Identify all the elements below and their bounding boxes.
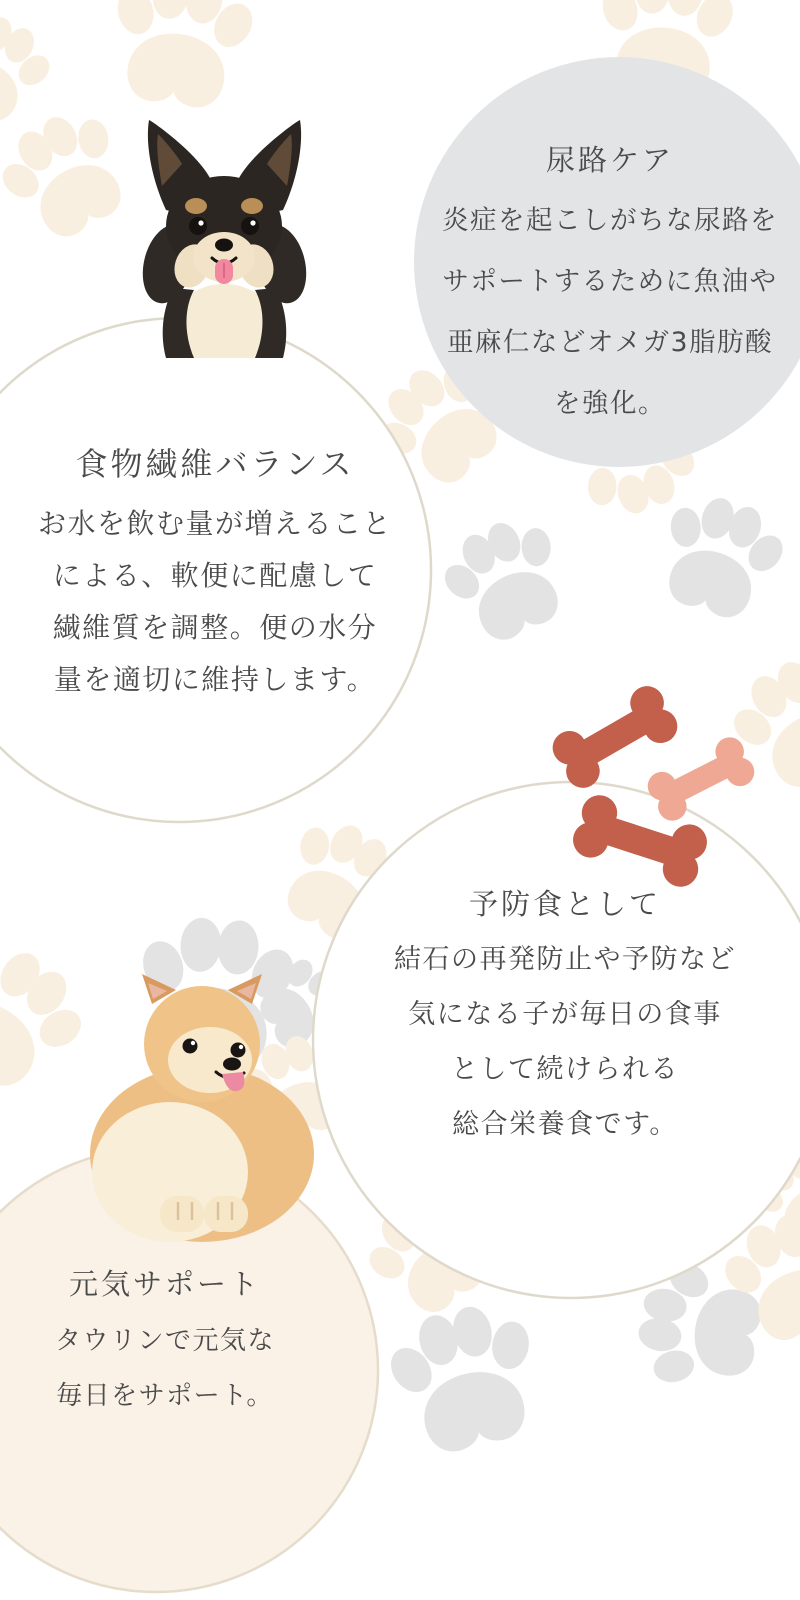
paw-print-icon <box>99 0 264 115</box>
section-text-line: 総合栄養食です。 <box>452 1109 678 1140</box>
bone-icon <box>643 732 759 825</box>
paw-print-icon <box>375 1293 557 1464</box>
paw-print-icon <box>427 504 585 656</box>
section-text-line: として続けられる <box>451 1054 679 1085</box>
section-text-line: 気になる子が毎日の食事 <box>408 999 722 1030</box>
section-text-line: 毎日をサポート。 <box>56 1381 274 1411</box>
section-title: 元気サポート <box>68 1267 261 1301</box>
section-title: 尿路ケア <box>545 143 674 177</box>
paw-print-icon <box>0 0 65 136</box>
section-text-line: 亜麻仁などオメガ3脂肪酸 <box>446 327 774 358</box>
section-text-line: 炎症を起こしがちな尿路を <box>442 205 778 236</box>
section-text-line: による、軟便に配慮して <box>52 559 378 592</box>
section-title: 食物繊維バランス <box>75 445 355 483</box>
section-text-line: 結石の再発防止や予防など <box>394 944 736 975</box>
section-preventive-food <box>360 884 770 1152</box>
section-vitality-support <box>20 1264 310 1424</box>
section-text-line: 繊維質を調整。便の水分 <box>52 611 378 644</box>
section-title: 予防食として <box>468 887 661 921</box>
section-fiber-balance <box>15 442 415 706</box>
paw-print-icon <box>643 484 798 630</box>
section-text-line: 量を適切に維持します。 <box>53 663 377 696</box>
section-text-line: お水を飲む量が増えること <box>37 507 392 540</box>
section-text-line: タウリンで元気な <box>54 1326 275 1356</box>
section-text-line: サポートするために魚油や <box>442 266 778 297</box>
paw-print-icon <box>0 924 105 1111</box>
section-text-line: を強化。 <box>554 388 666 419</box>
paw-print-icon <box>714 640 800 806</box>
paw-print-icon <box>0 94 149 255</box>
section-urinary-care <box>425 140 795 434</box>
